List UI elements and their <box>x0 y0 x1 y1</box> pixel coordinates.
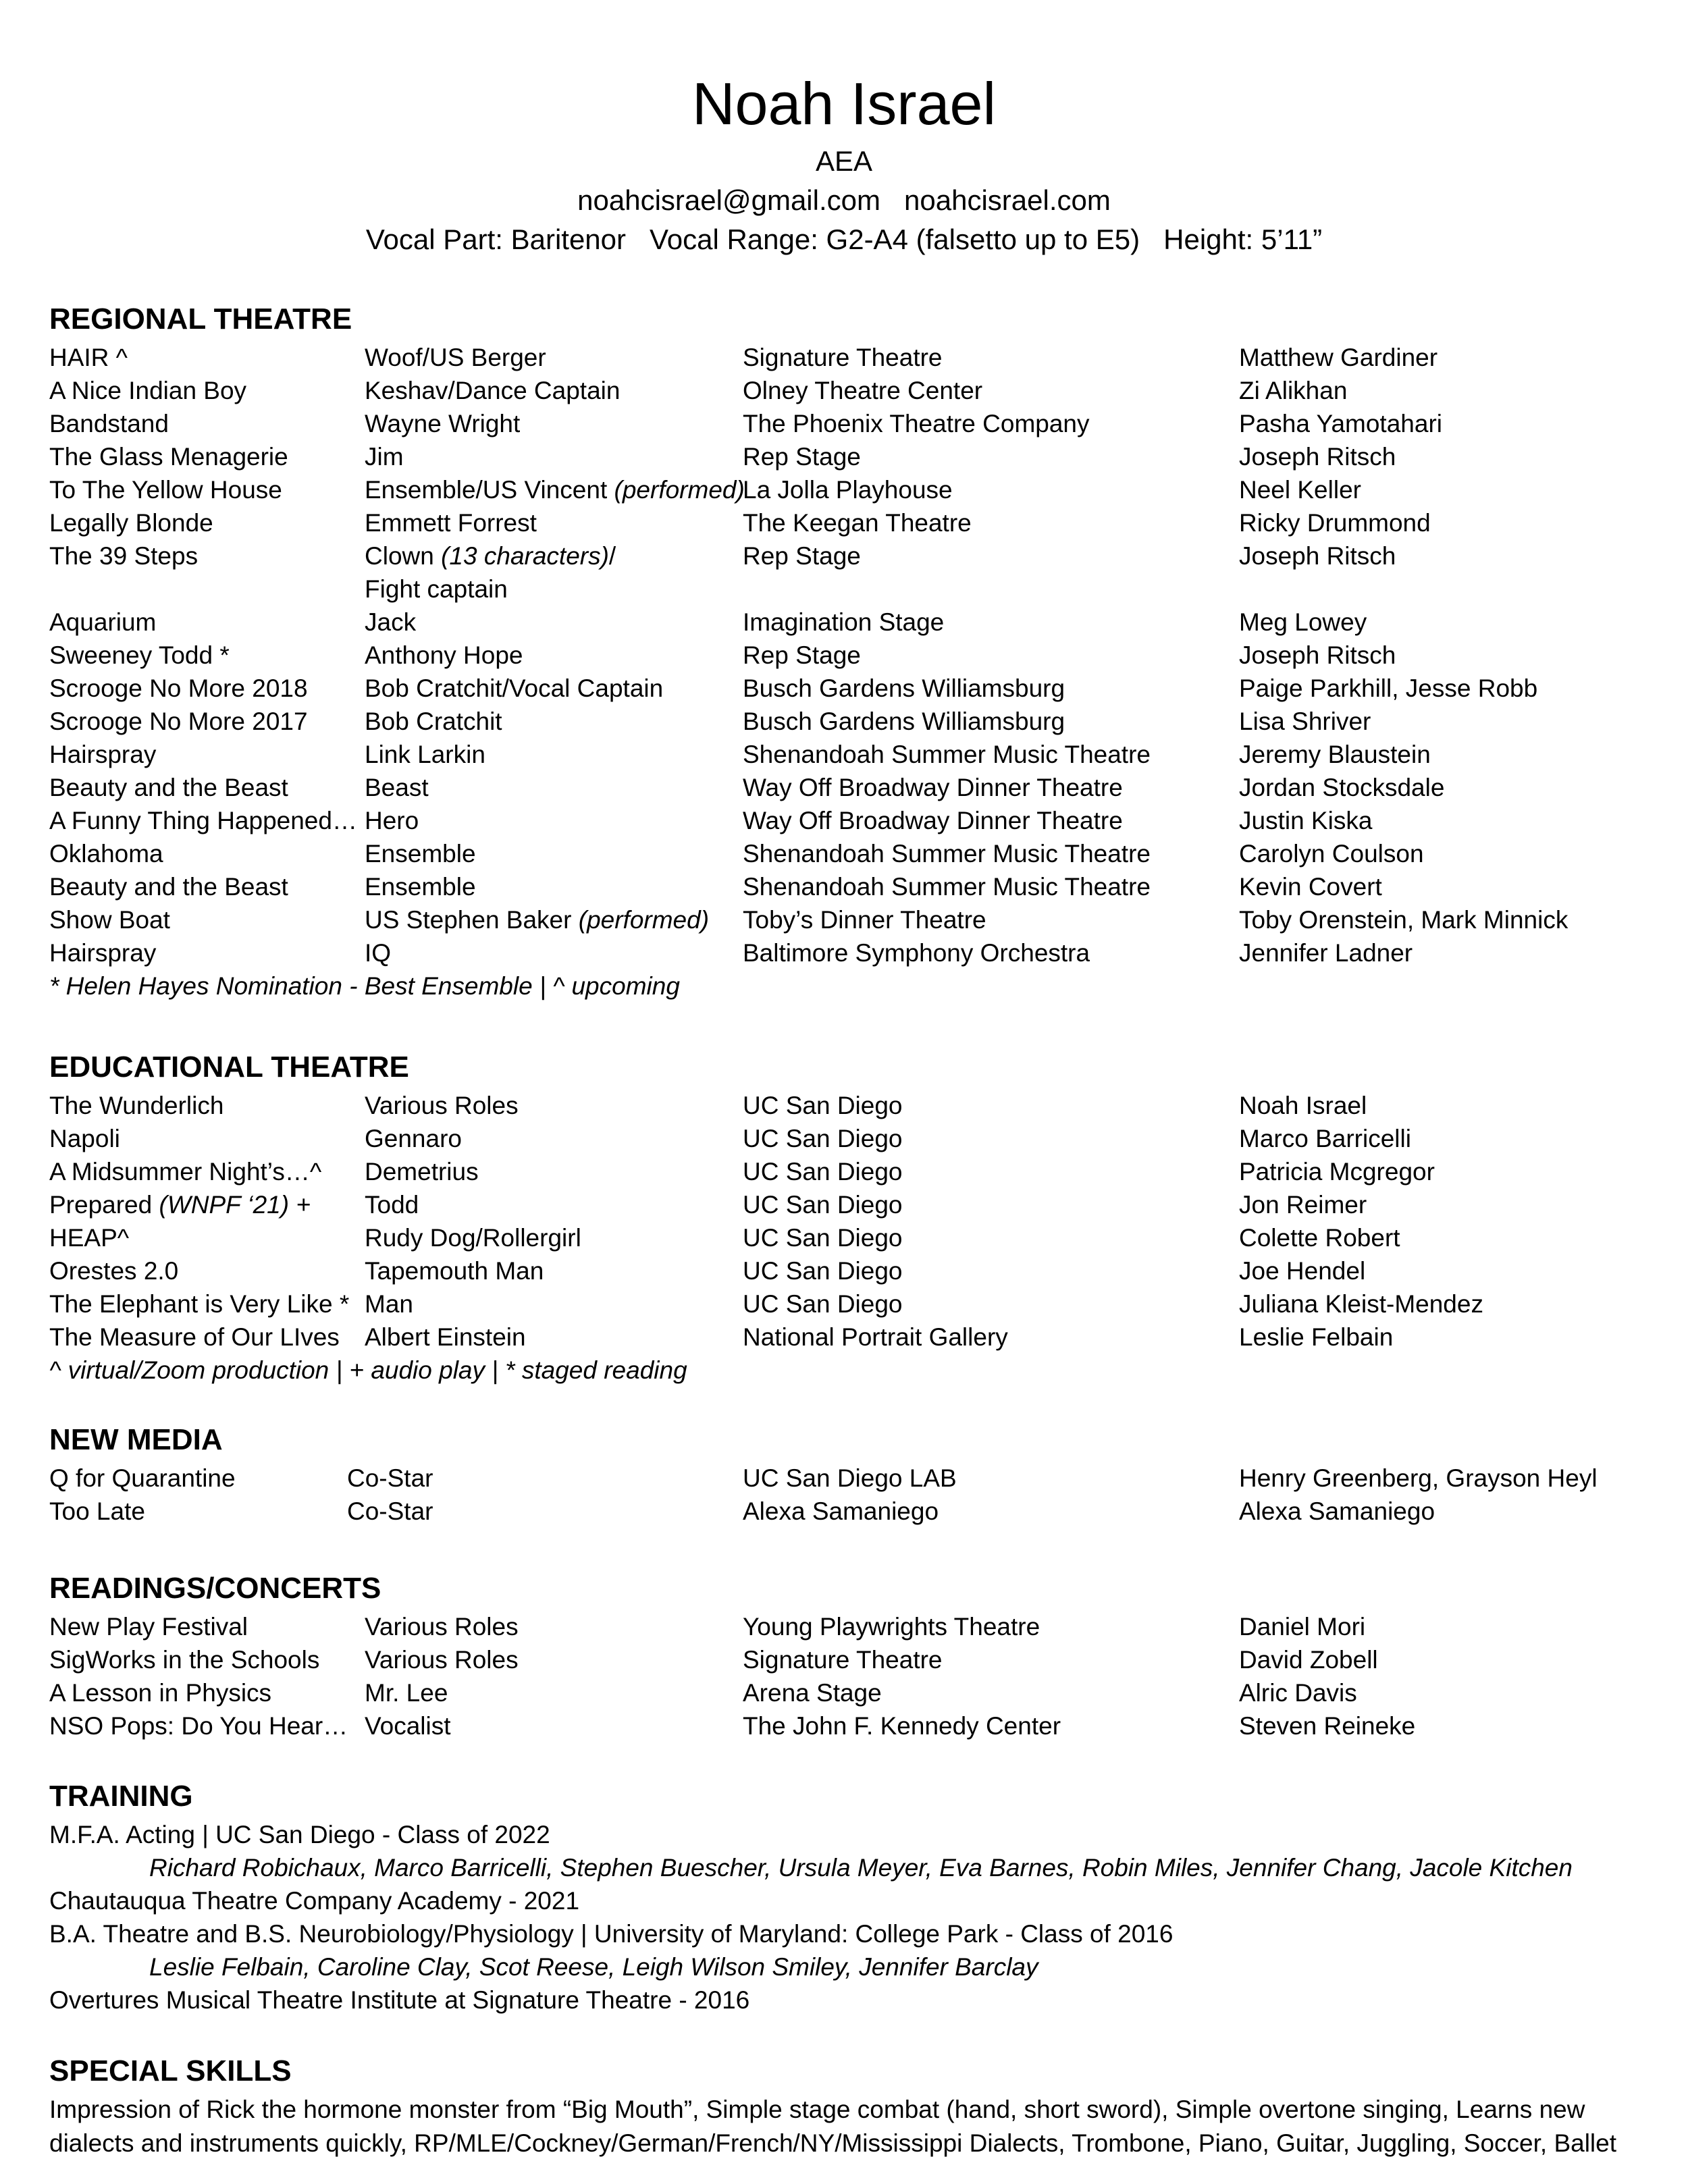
credit-role <box>365 1287 413 1321</box>
role-name: Co-Star <box>347 1464 433 1492</box>
credit-director: Juliana Kleist-Mendez <box>1239 1290 1483 1318</box>
credit-role <box>365 1155 479 1188</box>
credit-director: Patricia Mcgregor <box>1239 1158 1435 1186</box>
credit-director: Joseph Ritsch <box>1239 641 1396 669</box>
vocal-range: Vocal Range: G2-A4 (falsetto up to E5) <box>650 223 1140 255</box>
role-name: Jack <box>365 608 417 636</box>
role-name: Tapemouth Man <box>365 1257 544 1285</box>
credit-director: Kevin Covert <box>1239 873 1382 901</box>
credit-row <box>49 738 1643 771</box>
show-title: Orestes 2.0 <box>49 1257 179 1285</box>
credit-role <box>365 771 429 804</box>
credit-role <box>365 1709 451 1742</box>
role-name: Emmett Forrest <box>365 509 537 537</box>
credit-show <box>49 407 169 440</box>
credit-director: Pasha Yamotahari <box>1239 410 1442 437</box>
role-name: Bob Cratchit/Vocal Captain <box>365 674 664 702</box>
credit-venue: The John F. Kennedy Center <box>743 1712 1061 1740</box>
credit-director: Daniel Mori <box>1239 1613 1366 1641</box>
email-link[interactable]: noahcisrael@gmail.com <box>577 184 880 216</box>
role-annotation: (performed) <box>578 906 710 934</box>
credit-row <box>49 1495 1643 1528</box>
credit-venue: Toby’s Dinner Theatre <box>743 906 986 934</box>
show-title: Show Boat <box>49 906 170 934</box>
educational-theatre-section <box>49 1048 1643 1387</box>
credit-row <box>49 1155 1643 1188</box>
credit-venue: National Portrait Gallery <box>743 1323 1008 1351</box>
credit-director: Leslie Felbain <box>1239 1323 1394 1351</box>
show-title: SigWorks in the Schools <box>49 1646 320 1674</box>
credit-row <box>49 341 1643 374</box>
resume-header <box>0 66 1688 259</box>
training-list <box>49 1818 1643 2017</box>
credit-venue: Rep Stage <box>743 542 861 570</box>
show-title: Napoli <box>49 1125 120 1152</box>
credit-row <box>49 1709 1643 1742</box>
credit-director: Noah Israel <box>1239 1092 1367 1119</box>
show-title: Too Late <box>49 1497 145 1525</box>
credit-show <box>49 1709 348 1742</box>
show-title: HEAP^ <box>49 1224 130 1252</box>
show-title: Hairspray <box>49 741 157 768</box>
height: Height: 5’11” <box>1163 223 1323 255</box>
show-title: The Elephant is Very Like * <box>49 1290 350 1318</box>
training-program: B.A. Theatre and B.S. Neurobiology/Physiology | University of Maryland: College Park - Class of 2016 <box>49 1920 1173 1948</box>
credit-row <box>49 1643 1643 1676</box>
credit-show <box>49 606 156 639</box>
credit-venue: La Jolla Playhouse <box>743 476 953 504</box>
union-affiliation: AEA <box>815 145 873 177</box>
credit-director: David Zobell <box>1239 1646 1378 1674</box>
credit-role <box>365 639 523 672</box>
vocal-part: Vocal Part: Baritenor <box>365 223 627 255</box>
credit-role <box>365 440 404 473</box>
credit-show <box>49 1089 223 1122</box>
credit-venue: UC San Diego <box>743 1290 903 1318</box>
role-name: Clown <box>365 542 442 570</box>
credit-show <box>49 1254 178 1287</box>
credit-director: Jeremy Blaustein <box>1239 741 1431 768</box>
skills-text <box>49 2093 1643 2160</box>
credit-venue: UC San Diego <box>743 1092 903 1119</box>
credit-show <box>49 804 357 837</box>
credit-role <box>365 672 663 705</box>
credit-row <box>49 407 1643 440</box>
role-name: US Stephen Baker <box>365 906 579 934</box>
credit-show <box>49 374 246 407</box>
credit-show <box>49 1495 145 1528</box>
credit-row <box>49 1287 1643 1321</box>
credit-show <box>49 341 128 374</box>
credit-director: Alric Davis <box>1239 1679 1357 1707</box>
vocal-info-line <box>0 220 1688 259</box>
section-heading: TRAINING <box>49 1780 193 1813</box>
credit-director: Jennifer Ladner <box>1239 939 1413 967</box>
readings-concerts-section <box>49 1570 1643 1742</box>
show-title: A Funny Thing Happened… <box>49 807 357 834</box>
credit-show <box>49 705 308 738</box>
training-program: M.F.A. Acting | UC San Diego - Class of 2022 <box>49 1821 550 1848</box>
educational-footnote: ^ virtual/Zoom production | + audio play | * staged reading <box>49 1356 687 1384</box>
credit-venue: Way Off Broadway Dinner Theatre <box>743 807 1123 834</box>
credit-venue: Shenandoah Summer Music Theatre <box>743 873 1151 901</box>
credit-director: Jon Reimer <box>1239 1191 1367 1219</box>
show-title: Scrooge No More 2017 <box>49 708 308 735</box>
credit-role <box>365 374 620 407</box>
credit-role <box>365 705 502 738</box>
role-name: Gennaro <box>365 1125 462 1152</box>
credit-show <box>49 506 213 539</box>
credit-show <box>49 1610 248 1643</box>
credit-row <box>49 374 1643 407</box>
credit-venue: Busch Gardens Williamsburg <box>743 708 1065 735</box>
role-name: Vocalist <box>365 1712 451 1740</box>
readings-credit-list <box>49 1610 1643 1742</box>
credit-director: Ricky Drummond <box>1239 509 1431 537</box>
credit-show <box>49 473 282 506</box>
credit-show <box>49 1122 120 1155</box>
credit-role <box>365 1610 519 1643</box>
credit-show <box>49 837 163 870</box>
credit-director: Alexa Samaniego <box>1239 1497 1435 1525</box>
section-heading: REGIONAL THEATRE <box>49 302 352 336</box>
show-title: Beauty and the Beast <box>49 873 288 901</box>
credit-role <box>365 738 485 771</box>
role-name: Bob Cratchit <box>365 708 502 735</box>
show-title: Scrooge No More 2018 <box>49 674 308 702</box>
show-title: Oklahoma <box>49 840 163 868</box>
credit-venue: Arena Stage <box>743 1679 882 1707</box>
contact-line <box>0 181 1688 220</box>
credit-show <box>49 1676 271 1709</box>
credit-row <box>49 506 1643 539</box>
role-name: Beast <box>365 774 429 801</box>
credit-venue: Rep Stage <box>743 641 861 669</box>
role-annotation: (13 characters) <box>441 542 609 570</box>
role-name: Ensemble <box>365 873 476 901</box>
show-title: Bandstand <box>49 410 169 437</box>
show-title: Sweeney Todd * <box>49 641 230 669</box>
show-title: A Midsummer Night’s…^ <box>49 1158 322 1186</box>
role-name: Man <box>365 1290 413 1318</box>
role-name: Woof/US Berger <box>365 344 546 371</box>
show-title: The Wunderlich <box>49 1092 224 1119</box>
credit-row <box>49 837 1643 870</box>
actor-name: Noah Israel <box>691 70 996 137</box>
credit-row <box>49 1610 1643 1643</box>
show-title: Q for Quarantine <box>49 1464 236 1492</box>
credit-role <box>365 837 476 870</box>
role-name: Albert Einstein <box>365 1323 526 1351</box>
credit-venue: UC San Diego <box>743 1224 903 1252</box>
credit-row <box>49 606 1643 639</box>
credit-director: Zi Alikhan <box>1239 377 1348 404</box>
show-title: To The Yellow House <box>49 476 282 504</box>
credit-venue: UC San Diego LAB <box>743 1464 957 1492</box>
credit-row <box>49 804 1643 837</box>
show-title: The Measure of Our LIves <box>49 1323 340 1351</box>
website-link[interactable]: noahcisrael.com <box>904 184 1111 216</box>
credit-venue: The Phoenix Theatre Company <box>743 410 1090 437</box>
credit-venue: Signature Theatre <box>743 1646 943 1674</box>
credit-director: Paige Parkhill, Jesse Robb <box>1239 674 1538 702</box>
credit-row <box>49 936 1643 969</box>
credit-row <box>49 672 1643 705</box>
credit-row <box>49 1321 1643 1354</box>
credit-row <box>49 440 1643 473</box>
credit-show <box>49 1643 319 1676</box>
credit-venue: UC San Diego <box>743 1257 903 1285</box>
credit-row <box>49 771 1643 804</box>
credit-show <box>49 639 230 672</box>
credit-venue: Young Playwrights Theatre <box>743 1613 1040 1641</box>
credit-venue: Alexa Samaniego <box>743 1497 939 1525</box>
credit-role <box>365 506 537 539</box>
credit-show <box>49 936 156 969</box>
credit-venue: The Keegan Theatre <box>743 509 972 537</box>
credit-role <box>365 606 416 639</box>
role-annotation: (performed) <box>614 476 745 504</box>
credit-role <box>365 1122 462 1155</box>
role-name: Mr. Lee <box>365 1679 448 1707</box>
show-title: Hairspray <box>49 939 157 967</box>
credit-role <box>365 1643 519 1676</box>
section-heading: NEW MEDIA <box>49 1423 223 1456</box>
credit-role <box>365 1254 544 1287</box>
credit-role <box>347 1495 433 1528</box>
credit-show <box>49 539 198 572</box>
credit-director: Carolyn Coulson <box>1239 840 1424 868</box>
credit-director: Joseph Ritsch <box>1239 542 1396 570</box>
credit-venue: Way Off Broadway Dinner Theatre <box>743 774 1123 801</box>
role-name: IQ <box>365 939 392 967</box>
training-faculty: Leslie Felbain, Caroline Clay, Scot Reese, Leigh Wilson Smiley, Jennifer Barclay <box>149 1953 1038 1981</box>
role-continued: Fight captain <box>365 575 508 603</box>
show-title: A Nice Indian Boy <box>49 377 247 404</box>
training-section <box>49 1778 1643 2017</box>
credit-role <box>365 1321 526 1354</box>
credit-role <box>365 407 520 440</box>
credit-role <box>365 1188 419 1221</box>
credit-director: Jordan Stocksdale <box>1239 774 1445 801</box>
credit-role <box>365 341 546 374</box>
show-annotation: (WNPF ‘21) + <box>159 1191 311 1219</box>
credit-row <box>49 1188 1643 1221</box>
credit-role <box>365 936 391 969</box>
credit-row <box>49 1122 1643 1155</box>
credit-show <box>49 672 308 705</box>
role-name: Rudy Dog/Rollergirl <box>365 1224 581 1252</box>
role-name: Wayne Wright <box>365 410 521 437</box>
credit-row <box>49 903 1643 936</box>
credit-row <box>49 1221 1643 1254</box>
role-name: Co-Star <box>347 1497 433 1525</box>
credit-venue: UC San Diego <box>743 1158 903 1186</box>
credit-row <box>49 539 1643 606</box>
credit-role <box>365 473 745 506</box>
skills-line: dialects and instruments quickly, RP/MLE/Cockney/German/French/NY/Mississippi Dialects, Trombone, Piano, Guitar, Juggling, Soccer, Ballet <box>49 2129 1617 2157</box>
credit-row <box>49 705 1643 738</box>
regional-footnote: * Helen Hayes Nomination - Best Ensemble | ^ upcoming <box>49 972 680 1000</box>
credit-show <box>49 738 156 771</box>
section-heading: EDUCATIONAL THEATRE <box>49 1050 409 1084</box>
role-name: Various Roles <box>365 1613 519 1641</box>
show-title: HAIR ^ <box>49 344 128 371</box>
credit-director: Neel Keller <box>1239 476 1361 504</box>
credit-show <box>49 1188 311 1221</box>
credit-director: Justin Kiska <box>1239 807 1373 834</box>
credit-director: Lisa Shriver <box>1239 708 1371 735</box>
credit-director: Matthew Gardiner <box>1239 344 1438 371</box>
show-title: Legally Blonde <box>49 509 213 537</box>
show-title: Prepared <box>49 1191 159 1219</box>
role-name: Todd <box>365 1191 419 1219</box>
role-name: Ensemble/US Vincent <box>365 476 614 504</box>
credit-show <box>49 870 288 903</box>
show-title: New Play Festival <box>49 1613 248 1641</box>
section-heading: SPECIAL SKILLS <box>49 2054 292 2087</box>
credit-venue: Olney Theatre Center <box>743 377 983 404</box>
credit-role <box>365 1089 519 1122</box>
credit-row <box>49 1089 1643 1122</box>
role-name: Various Roles <box>365 1092 519 1119</box>
show-title: The Glass Menagerie <box>49 443 288 471</box>
role-name: Anthony Hope <box>365 641 523 669</box>
show-title: A Lesson in Physics <box>49 1679 272 1707</box>
role-name: Hero <box>365 807 419 834</box>
credit-venue: Shenandoah Summer Music Theatre <box>743 741 1151 768</box>
credit-director: Henry Greenberg, Grayson Heyl <box>1239 1464 1598 1492</box>
credit-venue: UC San Diego <box>743 1125 903 1152</box>
credit-show <box>49 1221 129 1254</box>
credit-role <box>365 903 709 936</box>
role-suffix: / <box>608 542 616 570</box>
role-name: Link Larkin <box>365 741 485 768</box>
credit-show <box>49 771 288 804</box>
section-heading: READINGS/CONCERTS <box>49 1572 381 1605</box>
credit-venue: Rep Stage <box>743 443 861 471</box>
training-program: Overtures Musical Theatre Institute at Signature Theatre - 2016 <box>49 1986 750 2014</box>
role-name: Ensemble <box>365 840 476 868</box>
educational-credit-list <box>49 1089 1643 1354</box>
credit-director: Marco Barricelli <box>1239 1125 1411 1152</box>
skills-line: Impression of Rick the hormone monster from “Big Mouth”, Simple stage combat (hand, short sword), Simple overtone singing, Learns new <box>49 2096 1585 2123</box>
credit-row <box>49 870 1643 903</box>
credit-show <box>49 903 170 936</box>
credit-row <box>49 473 1643 506</box>
credit-row <box>49 1254 1643 1287</box>
credit-venue: Signature Theatre <box>743 344 943 371</box>
regional-credit-list <box>49 341 1643 969</box>
role-name: Keshav/Dance Captain <box>365 377 621 404</box>
credit-venue: Baltimore Symphony Orchestra <box>743 939 1090 967</box>
credit-director: Joe Hendel <box>1239 1257 1366 1285</box>
show-title: The 39 Steps <box>49 542 199 570</box>
credit-director: Joseph Ritsch <box>1239 443 1396 471</box>
credit-show <box>49 1321 340 1354</box>
credit-show <box>49 1287 349 1321</box>
new-media-credit-list <box>49 1462 1643 1528</box>
credit-show <box>49 440 288 473</box>
training-program: Chautauqua Theatre Company Academy - 2021 <box>49 1887 580 1915</box>
credit-show <box>49 1155 321 1188</box>
credit-director: Steven Reineke <box>1239 1712 1416 1740</box>
role-name: Jim <box>365 443 404 471</box>
new-media-section <box>49 1421 1643 1528</box>
regional-theatre-section <box>49 300 1643 1003</box>
credit-role <box>365 539 616 606</box>
role-name: Demetrius <box>365 1158 479 1186</box>
show-title: Aquarium <box>49 608 157 636</box>
credit-role <box>365 870 476 903</box>
credit-director: Colette Robert <box>1239 1224 1400 1252</box>
credit-role <box>365 1676 448 1709</box>
credit-row <box>49 1462 1643 1495</box>
special-skills-section <box>49 2052 1643 2160</box>
credit-director: Toby Orenstein, Mark Minnick <box>1239 906 1568 934</box>
show-title: NSO Pops: Do You Hear… <box>49 1712 348 1740</box>
credit-row <box>49 639 1643 672</box>
credit-role <box>347 1462 433 1495</box>
role-name: Various Roles <box>365 1646 519 1674</box>
credit-venue: Imagination Stage <box>743 608 945 636</box>
show-title: Beauty and the Beast <box>49 774 288 801</box>
credit-director: Meg Lowey <box>1239 608 1367 636</box>
credit-row <box>49 1676 1643 1709</box>
credit-venue: UC San Diego <box>743 1191 903 1219</box>
credit-role <box>365 1221 581 1254</box>
credit-show <box>49 1462 236 1495</box>
credit-role <box>365 804 419 837</box>
credit-venue: Busch Gardens Williamsburg <box>743 674 1065 702</box>
training-faculty: Richard Robichaux, Marco Barricelli, Stephen Buescher, Ursula Meyer, Eva Barnes, Robin Miles, Jennifer Chang, Jacole Kitchen <box>149 1854 1573 1882</box>
credit-venue: Shenandoah Summer Music Theatre <box>743 840 1151 868</box>
